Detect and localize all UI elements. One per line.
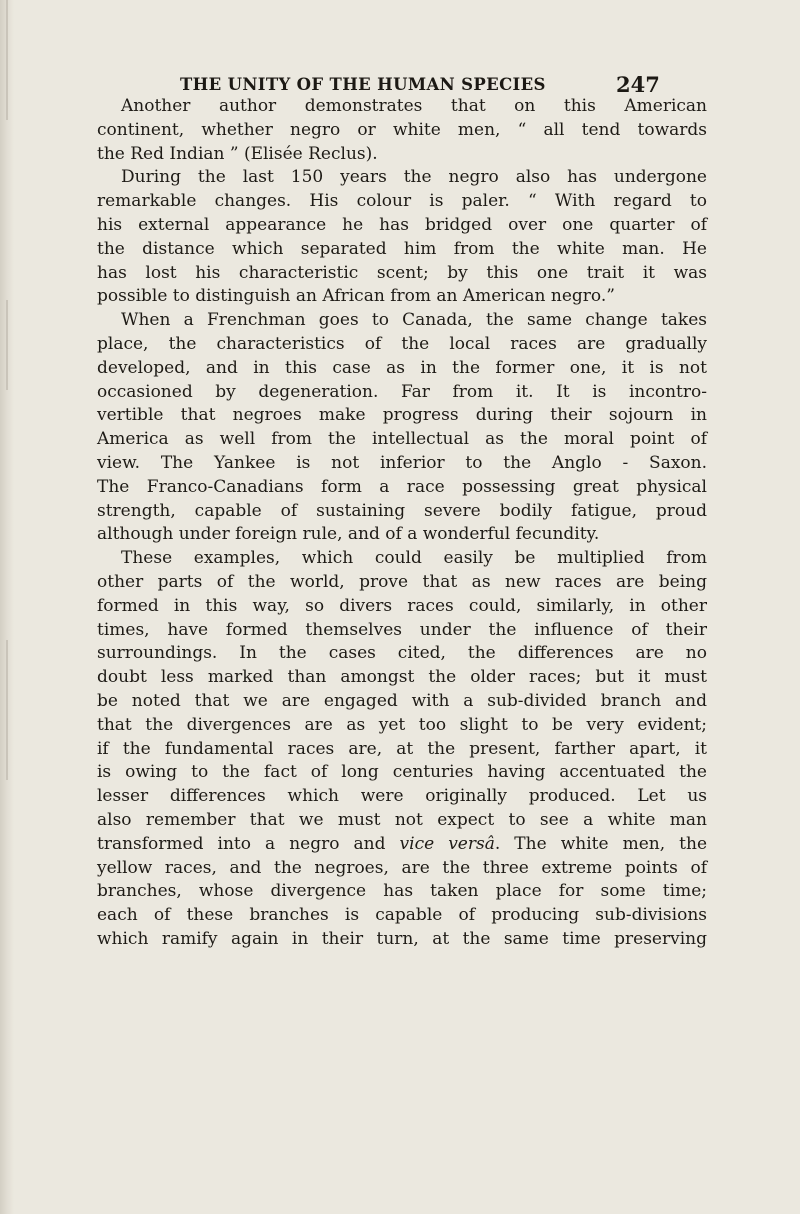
- text-line: his external appearance he has bridged over one quarter of: [97, 214, 707, 235]
- text-line: other parts of the world, prove that as new races are being: [97, 571, 707, 592]
- text-line: doubt less marked than amongst the older races; but it must: [97, 667, 707, 688]
- page-number: 247: [616, 72, 660, 97]
- body-text: [97, 95, 707, 952]
- text-line: yellow races, and the negroes, are the three extreme points of: [97, 857, 707, 878]
- text-line: remarkable changes. His colour is paler. “ With regard to: [97, 191, 707, 212]
- text-line: formed in this way, so divers races could, similarly, in other: [97, 595, 707, 616]
- text-line: occasioned by degeneration. Far from it. It is incontro-: [97, 381, 707, 402]
- text-line: America as well from the intellectual as the moral point of: [97, 429, 707, 450]
- text-line: if the fundamental races are, at the present, farther apart, it: [97, 738, 707, 759]
- text-line: lesser differences which were originally produced. Let us: [97, 786, 707, 807]
- binding-shadow-mark: [6, 640, 8, 780]
- text-line: the distance which separated him from the white man. He: [97, 238, 707, 259]
- text-line: The Franco-Canadians form a race possessing great physical: [97, 476, 707, 497]
- text-line: be noted that we are engaged with a sub-divided branch and: [97, 690, 707, 711]
- italic-phrase: vice versâ: [399, 833, 495, 854]
- text-line: transformed into a negro and vice versâ. The white men, the: [97, 833, 707, 854]
- text-line: view. The Yankee is not inferior to the Anglo - Saxon.: [97, 452, 707, 473]
- text-line: place, the characteristics of the local races are gradually: [97, 333, 707, 354]
- text-line: developed, and in this case as in the former one, it is not: [97, 357, 707, 378]
- text-line: which ramify again in their turn, at the same time preserving: [97, 928, 707, 949]
- text-line: that the divergences are as yet too slight to be very evident;: [97, 714, 707, 735]
- text-line: although under foreign rule, and of a wonderful fecundity.: [97, 524, 600, 545]
- text-line: strength, capable of sustaining severe bodily fatigue, proud: [97, 500, 707, 521]
- text-line: each of these branches is capable of producing sub-divisions: [97, 905, 707, 926]
- text-line: vertible that negroes make progress during their sojourn in: [97, 405, 707, 426]
- text-line: also remember that we must not expect to see a white man: [97, 809, 707, 830]
- text-line: the Red Indian ” (Elisée Reclus).: [97, 143, 378, 164]
- text-line: possible to distinguish an African from an American negro.”: [97, 286, 615, 307]
- page-binding-edge: [0, 0, 14, 1214]
- running-head: THE UNITY OF THE HUMAN SPECIES: [180, 75, 546, 94]
- text-line: has lost his characteristic scent; by this one trait it was: [97, 262, 707, 283]
- text-line: continent, whether negro or white men, “ all tend towards: [97, 119, 707, 140]
- binding-shadow-mark: [6, 0, 8, 120]
- text-line: When a Frenchman goes to Canada, the same change takes: [121, 310, 707, 331]
- text-line: Another author demonstrates that on this American: [121, 96, 707, 116]
- text-line: branches, whose divergence has taken place for some time;: [97, 881, 707, 902]
- text-line: These examples, which could easily be multiplied from: [121, 548, 707, 569]
- text-line: is owing to the fact of long centuries having accentuated the: [97, 762, 707, 783]
- binding-shadow-mark: [6, 300, 8, 390]
- text-line: times, have formed themselves under the influence of their: [97, 619, 707, 640]
- text-line: surroundings. In the cases cited, the differences are no: [97, 643, 707, 664]
- text-line: During the last 150 years the negro also has undergone: [121, 167, 707, 188]
